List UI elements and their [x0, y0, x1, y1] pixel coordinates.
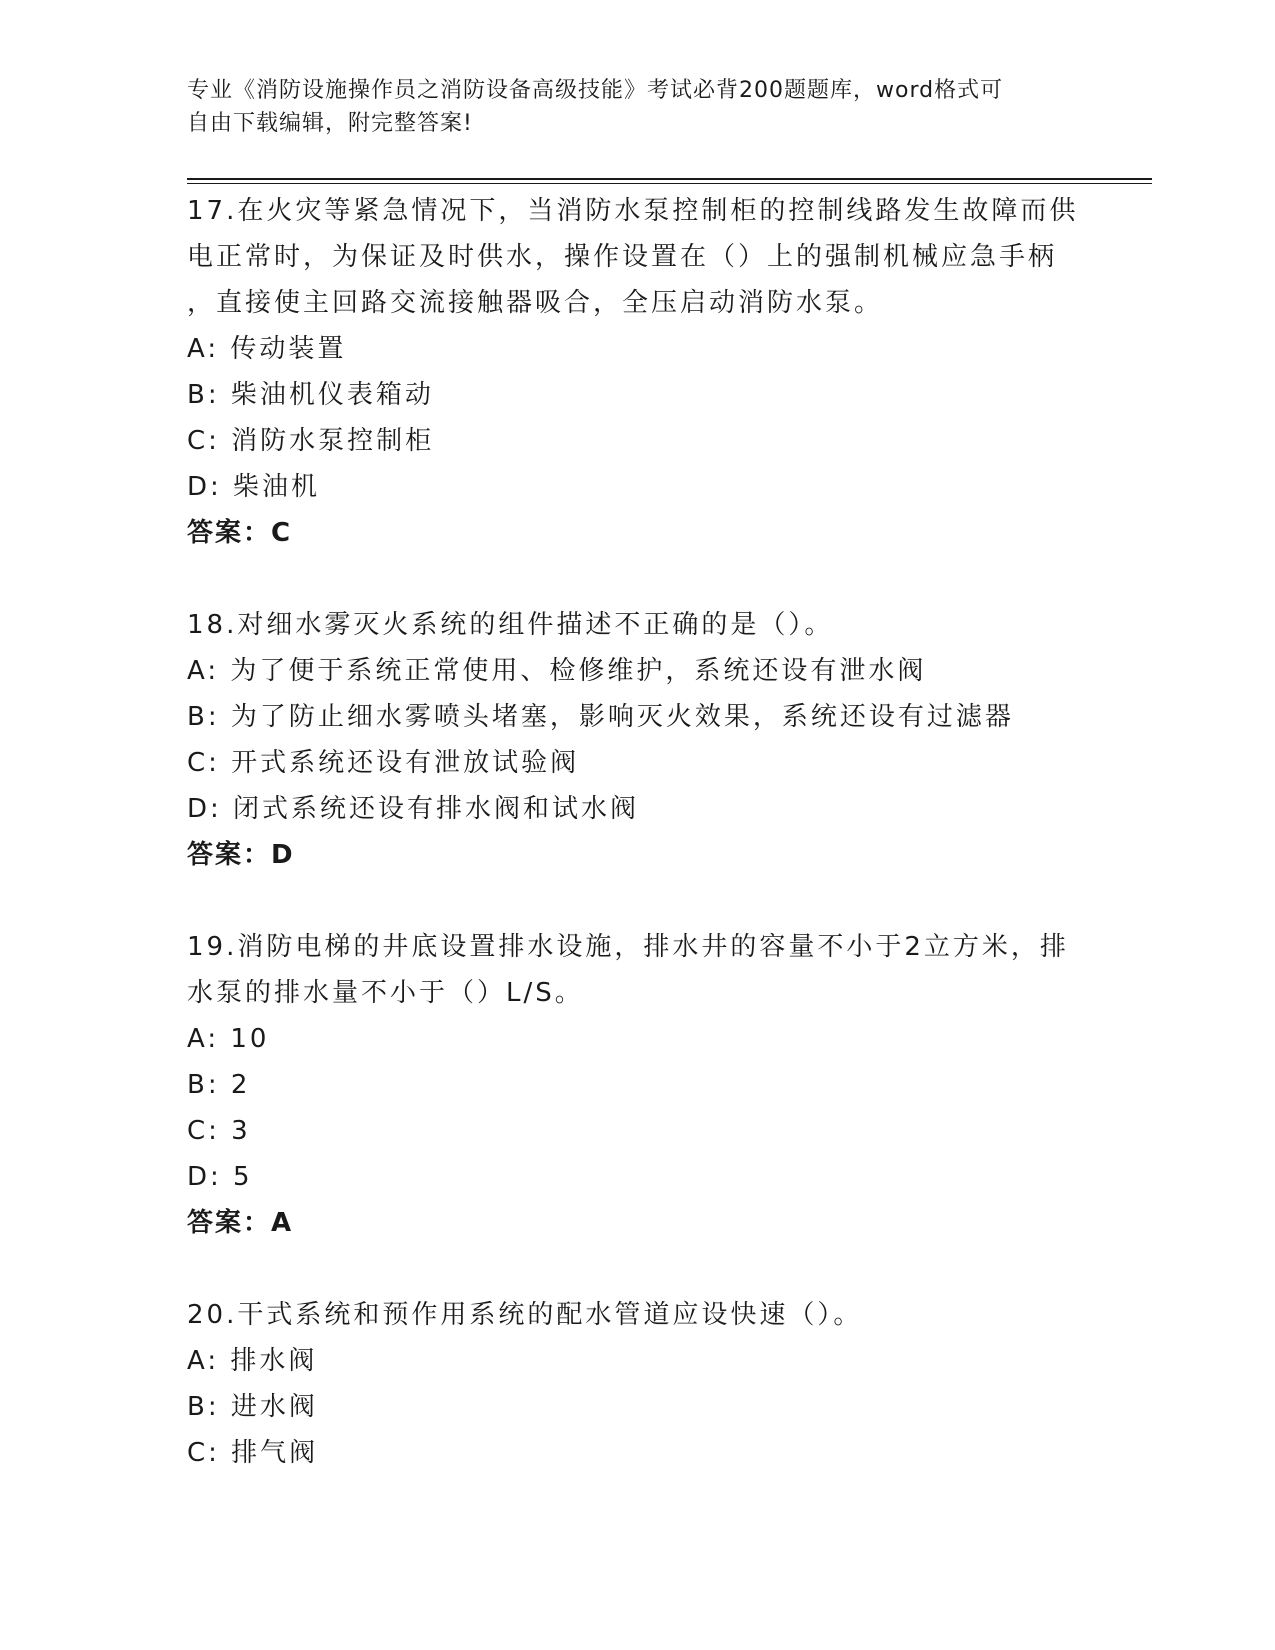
option-b: B: 柴油机仪表箱动 — [187, 380, 434, 410]
question-18 — [187, 602, 1087, 878]
option-d: D: 5 — [187, 1162, 253, 1192]
header-line-1: 专业《消防设施操作员之消防设备高级技能》考试必背200题题库，word格式可 — [187, 78, 1004, 103]
answer-label: 答案：A — [187, 1208, 294, 1238]
option-a: A: 为了便于系统正常使用、检修维护，系统还设有泄水阀 — [187, 656, 927, 686]
question-text-line: ，直接使主回路交流接触器吸合，全压启动消防水泵。 — [187, 288, 884, 318]
question-list — [187, 188, 1087, 1522]
header-divider-thick — [187, 178, 1152, 180]
option-c: C: 开式系统还设有泄放试验阀 — [187, 748, 580, 778]
option-c: C: 消防水泵控制柜 — [187, 426, 435, 456]
answer-label: 答案：D — [187, 840, 295, 870]
option-b: B: 为了防止细水雾喷头堵塞，影响灭火效果，系统还设有过滤器 — [187, 702, 1014, 732]
option-d: D: 柴油机 — [187, 472, 321, 502]
option-a: A: 传动装置 — [187, 334, 347, 364]
document-header — [187, 74, 1087, 140]
option-a: A: 排水阀 — [187, 1346, 318, 1376]
question-19 — [187, 924, 1087, 1246]
question-17 — [187, 188, 1087, 556]
question-text-line: 水泵的排水量不小于（）L/S。 — [187, 978, 584, 1008]
question-text-line: 17.在火灾等紧急情况下，当消防水泵控制柜的控制线路发生故障而供 — [187, 196, 1079, 226]
header-line-2: 自由下载编辑，附完整答案! — [187, 111, 473, 136]
option-a: A: 10 — [187, 1024, 270, 1054]
option-d: D: 闭式系统还设有排水阀和试水阀 — [187, 794, 640, 824]
question-text-line: 18.对细水雾灭火系统的组件描述不正确的是（）。 — [187, 610, 834, 640]
answer-label: 答案：C — [187, 518, 293, 548]
option-c: C: 3 — [187, 1116, 251, 1146]
option-b: B: 进水阀 — [187, 1392, 318, 1422]
question-text-line: 20.干式系统和预作用系统的配水管道应设快速（）。 — [187, 1300, 863, 1330]
question-20 — [187, 1292, 1087, 1476]
question-text-line: 19.消防电梯的井底设置排水设施，排水井的容量不小于2立方米，排 — [187, 932, 1069, 962]
header-divider-thin — [187, 183, 1152, 184]
option-c: C: 排气阀 — [187, 1438, 319, 1468]
question-text-line: 电正常时，为保证及时供水，操作设置在（）上的强制机械应急手柄 — [187, 242, 1058, 272]
option-b: B: 2 — [187, 1070, 251, 1100]
